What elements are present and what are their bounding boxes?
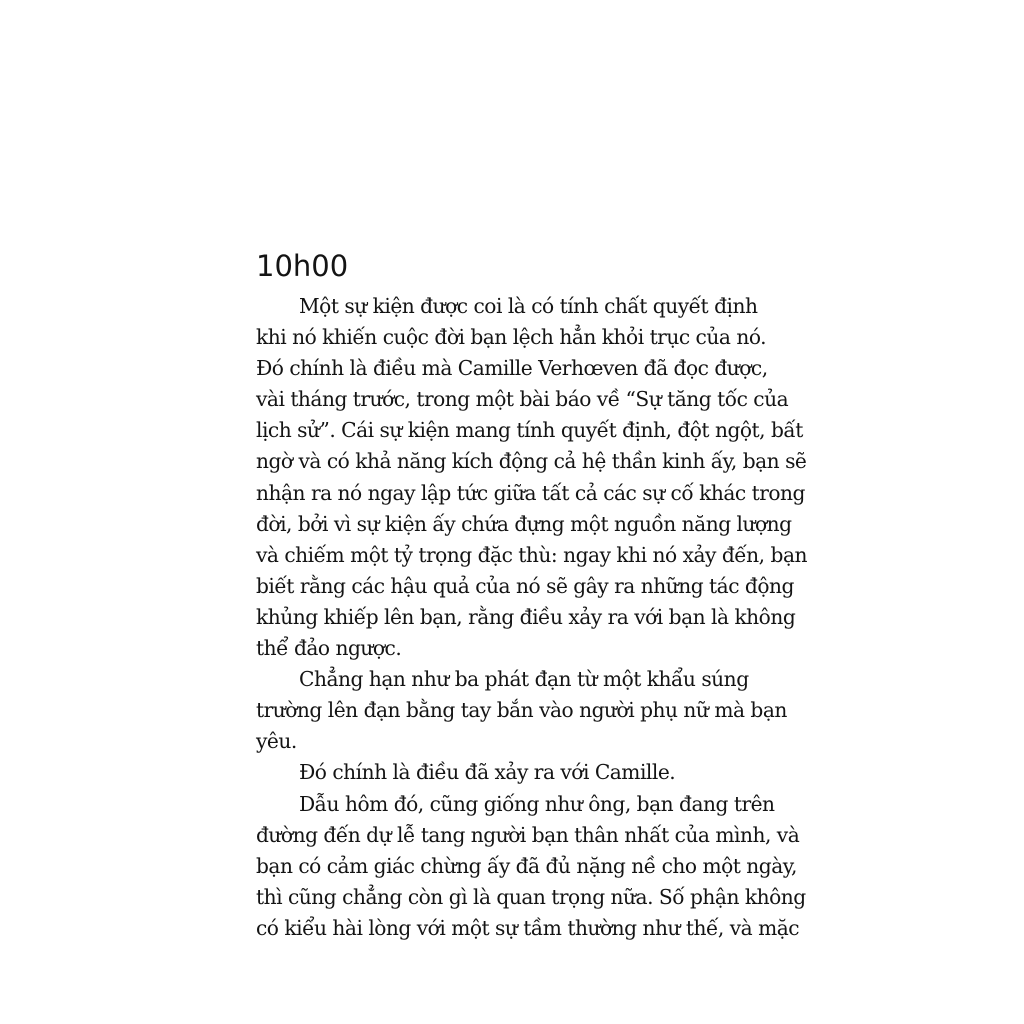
text-line: đường đến dự lễ tang người bạn thân nhất của mình, và bbox=[256, 822, 800, 847]
text-line: thì cũng chẳng còn gì là quan trọng nữa. Số phận không bbox=[256, 884, 806, 909]
text-line: Một sự kiện được coi là có tính chất quyết định bbox=[299, 294, 758, 318]
text-line: thể đảo ngược. bbox=[256, 636, 402, 661]
text-line: nhận ra nó ngay lập tức giữa tất cả các sự cố khác trong bbox=[256, 480, 805, 505]
text-line: vài tháng trước, trong một bài báo về “Sự tăng tốc của bbox=[256, 387, 789, 412]
text-line: Đó chính là điều mà Camille Verhœven đã đọc được, bbox=[256, 356, 768, 381]
text-line: bạn có cảm giác chừng ấy đã đủ nặng nề cho một ngày, bbox=[256, 853, 797, 878]
text-line: khi nó khiến cuộc đời bạn lệch hẳn khỏi trục của nó. bbox=[256, 325, 767, 350]
body-text bbox=[256, 291, 807, 944]
text-line: có kiểu hài lòng với một sự tầm thường như thế, và mặc bbox=[256, 915, 800, 940]
text-line: yêu. bbox=[256, 729, 297, 754]
text-line: Chẳng hạn như ba phát đạn từ một khẩu súng bbox=[299, 667, 749, 692]
text-line: biết rằng các hậu quả của nó sẽ gây ra những tác động bbox=[256, 573, 794, 598]
text-line: lịch sử”. Cái sự kiện mang tính quyết định, đột ngột, bất bbox=[256, 418, 803, 443]
text-line: khủng khiếp lên bạn, rằng điều xảy ra với bạn là không bbox=[256, 604, 796, 629]
text-line: trường lên đạn bằng tay bắn vào người phụ nữ mà bạn bbox=[256, 698, 787, 723]
text-line: đời, bởi vì sự kiện ấy chứa đựng một nguồn năng lượng bbox=[256, 511, 792, 536]
chapter-heading: 10h00 bbox=[256, 249, 349, 283]
text-line: Đó chính là điều đã xảy ra với Camille. bbox=[299, 760, 676, 785]
text-line: Dẫu hôm đó, cũng giống như ông, bạn đang trên bbox=[299, 791, 775, 816]
text-line: và chiếm một tỷ trọng đặc thù: ngay khi nó xảy đến, bạn bbox=[256, 542, 807, 567]
text-line: ngờ và có khả năng kích động cả hệ thần kinh ấy, bạn sẽ bbox=[256, 449, 807, 474]
